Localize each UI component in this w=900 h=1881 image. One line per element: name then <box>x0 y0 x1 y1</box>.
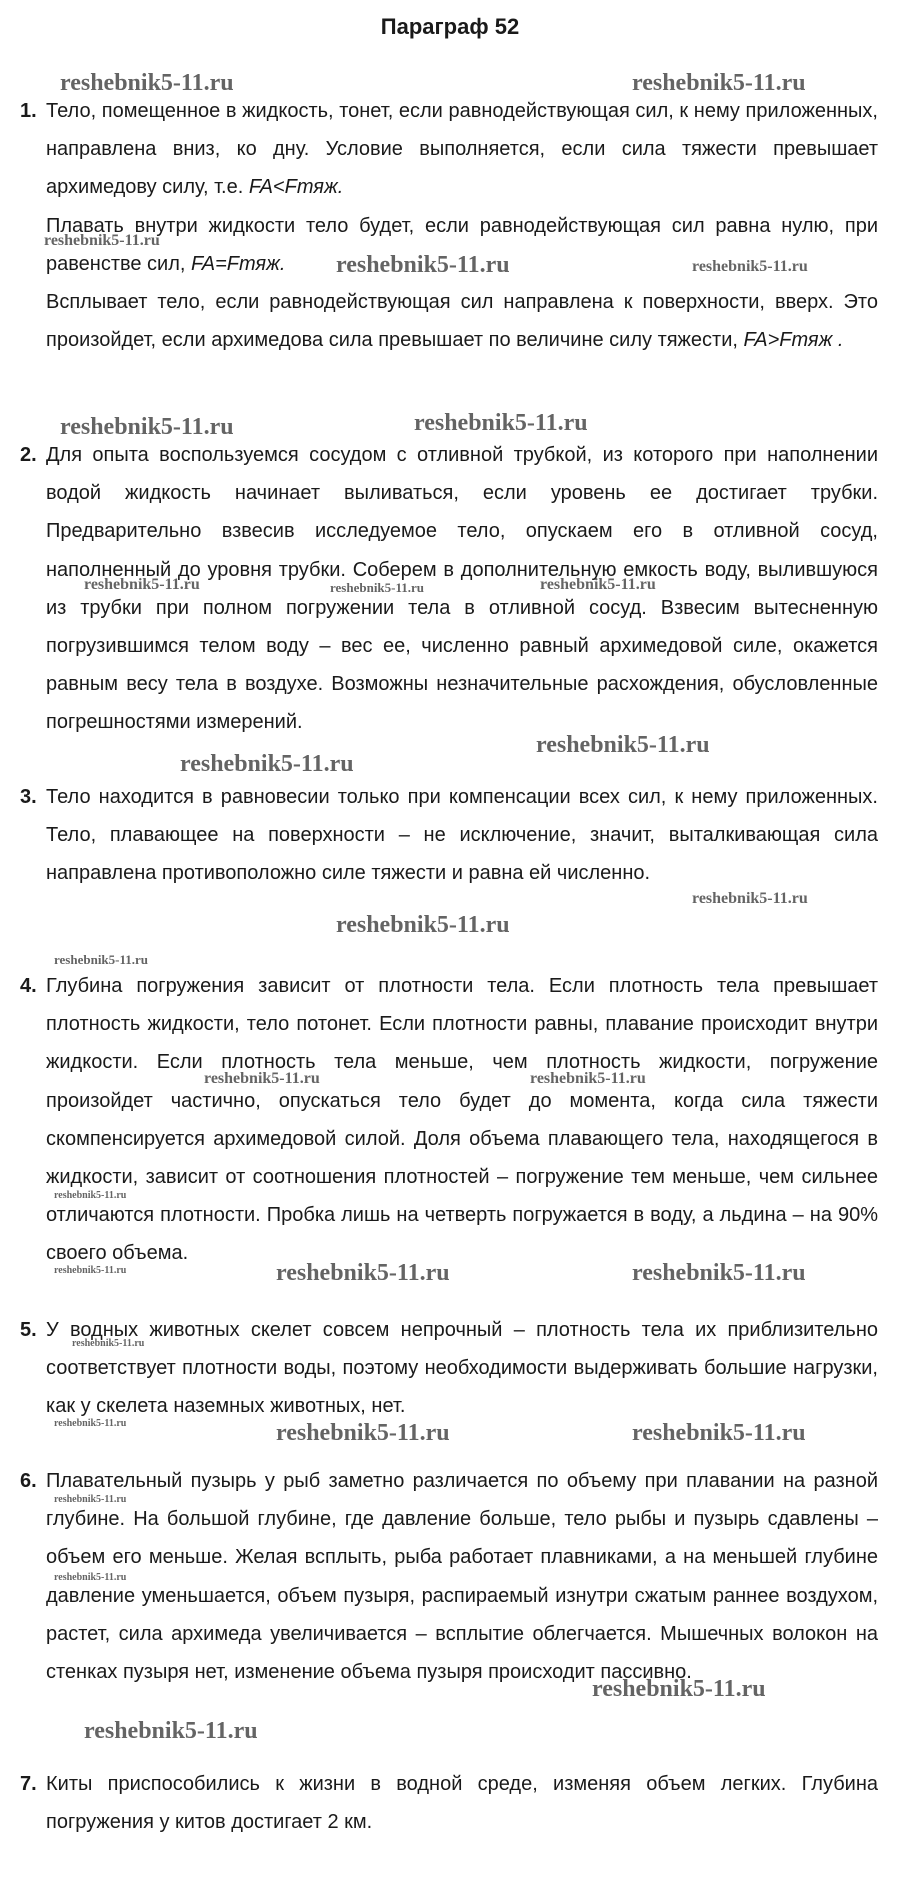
item-text: Киты приспособились к жизни в водной среде, изменяя объем легких. Глубина погружения у китов достигает 2 км. <box>46 1773 878 1834</box>
item-number: 5. <box>20 1319 37 1341</box>
watermark: reshebnik5-11.ru <box>54 1265 127 1276</box>
watermark: reshebnik5-11.ru <box>276 1260 450 1286</box>
item-text: Тело находится в равновесии только при компенсации всех сил, к нему приложенных. Тело, плавающее на поверхности – не исключение, значит, выталкивающая сила направлена противоположно силе тяжести и равна ей численно. <box>46 786 878 885</box>
watermark: reshebnik5-11.ru <box>54 952 149 967</box>
item-1-text-3: Всплывает тело, если равнодействующая сил направлена к поверхности, вверх. Это произойдет, если архимедова сила превышает по величине силу тяжести, <box>46 291 878 352</box>
watermark: reshebnik5-11.ru <box>44 232 160 249</box>
watermark: reshebnik5-11.ru <box>530 1070 646 1087</box>
item-text: Плавательный пузырь у рыб заметно различается по объему при плавании на разной глубине. На большой глубине, где давление больше, тело рыбы и пузырь сдавлены – объем его меньше. Желая всплыть, рыба работает плавниками, а на меньшей глубине давление уменьшается, объем пузыря, распираемый изнутри сжатым раннее воздухом, растет, сила архимеда увеличивается – всплытие облегчается. Мышечных волокон на стенках пузыря нет, изменение объема пузыря происходит пассивно. <box>46 1470 878 1684</box>
item-1-paragraph-1 <box>46 92 878 207</box>
item-1-formula-2: FA=Fтяж. <box>191 252 286 275</box>
watermark: reshebnik5-11.ru <box>540 576 656 593</box>
watermark: reshebnik5-11.ru <box>54 1494 127 1505</box>
watermark: reshebnik5-11.ru <box>692 890 808 907</box>
answer-item-7 <box>20 1765 878 1841</box>
watermark: reshebnik5-11.ru <box>536 732 710 758</box>
watermark: reshebnik5-11.ru <box>276 1420 450 1446</box>
item-1-text-2: Плавать внутри жидкости тело будет, если равнодействующая сил равна нулю, при равенстве сил, <box>46 214 878 275</box>
watermark: reshebnik5-11.ru <box>330 580 425 595</box>
watermark: reshebnik5-11.ru <box>632 1420 806 1446</box>
item-number: 7. <box>20 1773 37 1795</box>
watermark: reshebnik5-11.ru <box>54 1418 127 1429</box>
answer-item-4 <box>20 967 878 1273</box>
answer-item-3 <box>20 778 878 893</box>
answer-item-1 <box>20 92 878 359</box>
watermark: reshebnik5-11.ru <box>632 70 806 96</box>
item-number: 6. <box>20 1470 37 1492</box>
watermark: reshebnik5-11.ru <box>84 1718 258 1744</box>
watermark: reshebnik5-11.ru <box>54 1572 127 1583</box>
item-1-formula-1: FA<Fтяж. <box>248 176 344 199</box>
answer-item-6 <box>20 1462 878 1691</box>
item-number: 1. <box>20 100 37 122</box>
page-title: Параграф 52 <box>380 14 520 39</box>
watermark: reshebnik5-11.ru <box>204 1070 320 1087</box>
watermark: reshebnik5-11.ru <box>60 70 234 96</box>
watermark: reshebnik5-11.ru <box>692 258 808 275</box>
item-1-text-1: Тело, помещенное в жидкость, тонет, если равнодействующая сил, к нему приложенных, направлена вниз, ко дну. Условие выполняется, если сила тяжести превышает архимедову силу, т.е. <box>46 100 878 199</box>
watermark: reshebnik5-11.ru <box>414 410 588 436</box>
watermark: reshebnik5-11.ru <box>72 1338 145 1349</box>
item-1-paragraph-3 <box>46 283 878 359</box>
watermark: reshebnik5-11.ru <box>592 1676 766 1702</box>
watermark: reshebnik5-11.ru <box>60 414 234 440</box>
item-number: 4. <box>20 975 37 997</box>
item-text: Глубина погружения зависит от плотности тела. Если плотность тела превышает плотность жидкости, тело потонет. Если плотности равны, плавание происходит внутри жидкости. Если плотность тела меньше, чем плотность жидкости, погружение произойдет частично, опускаться тело будет до момента, когда сила тяжести скомпенсируется архимедовой силой. Доля объема плавающего тела, находящегося в жидкости, зависит от соотношения плотностей – погружение тем меньше, чем сильнее отличаются плотности. Пробка лишь на четверть погружается в воду, а льдина – на 90% своего объема. <box>46 975 878 1265</box>
item-1-formula-3: FA>Fтяж . <box>743 329 844 352</box>
item-number: 3. <box>20 786 37 808</box>
watermark: reshebnik5-11.ru <box>180 751 354 777</box>
item-text: У водных животных скелет совсем непрочный – плотность тела их приблизительно соответствует плотности воды, поэтому необходимости выдерживать большие нагрузки, как у скелета наземных животных, нет. <box>46 1319 878 1418</box>
watermark: reshebnik5-11.ru <box>336 912 510 938</box>
watermark: reshebnik5-11.ru <box>632 1260 806 1286</box>
watermark: reshebnik5-11.ru <box>54 1190 127 1201</box>
watermark: reshebnik5-11.ru <box>336 252 510 278</box>
answer-item-5 <box>20 1311 878 1426</box>
watermark: reshebnik5-11.ru <box>84 576 200 593</box>
item-text: Для опыта воспользуемся сосудом с отливной трубкой, из которого при наполнении водой жидкость начинает выливаться, если уровень ее достигает трубки. Предварительно взвесив исследуемое тело, опускаем его в отливной сосуд, наполненный до уровня трубки. Соберем в дополнительную емкость воду, вылившуюся из трубки при полном погружении тела в отливной сосуд. Взвесим вытесненную погрузившимся телом воду – вес ее, численно равный архимедовой силе, окажется равным весу тела в воздухе. Возможны незначительные расхождения, обусловленные погрешностями измерений. <box>46 444 878 734</box>
item-number: 2. <box>20 444 37 466</box>
